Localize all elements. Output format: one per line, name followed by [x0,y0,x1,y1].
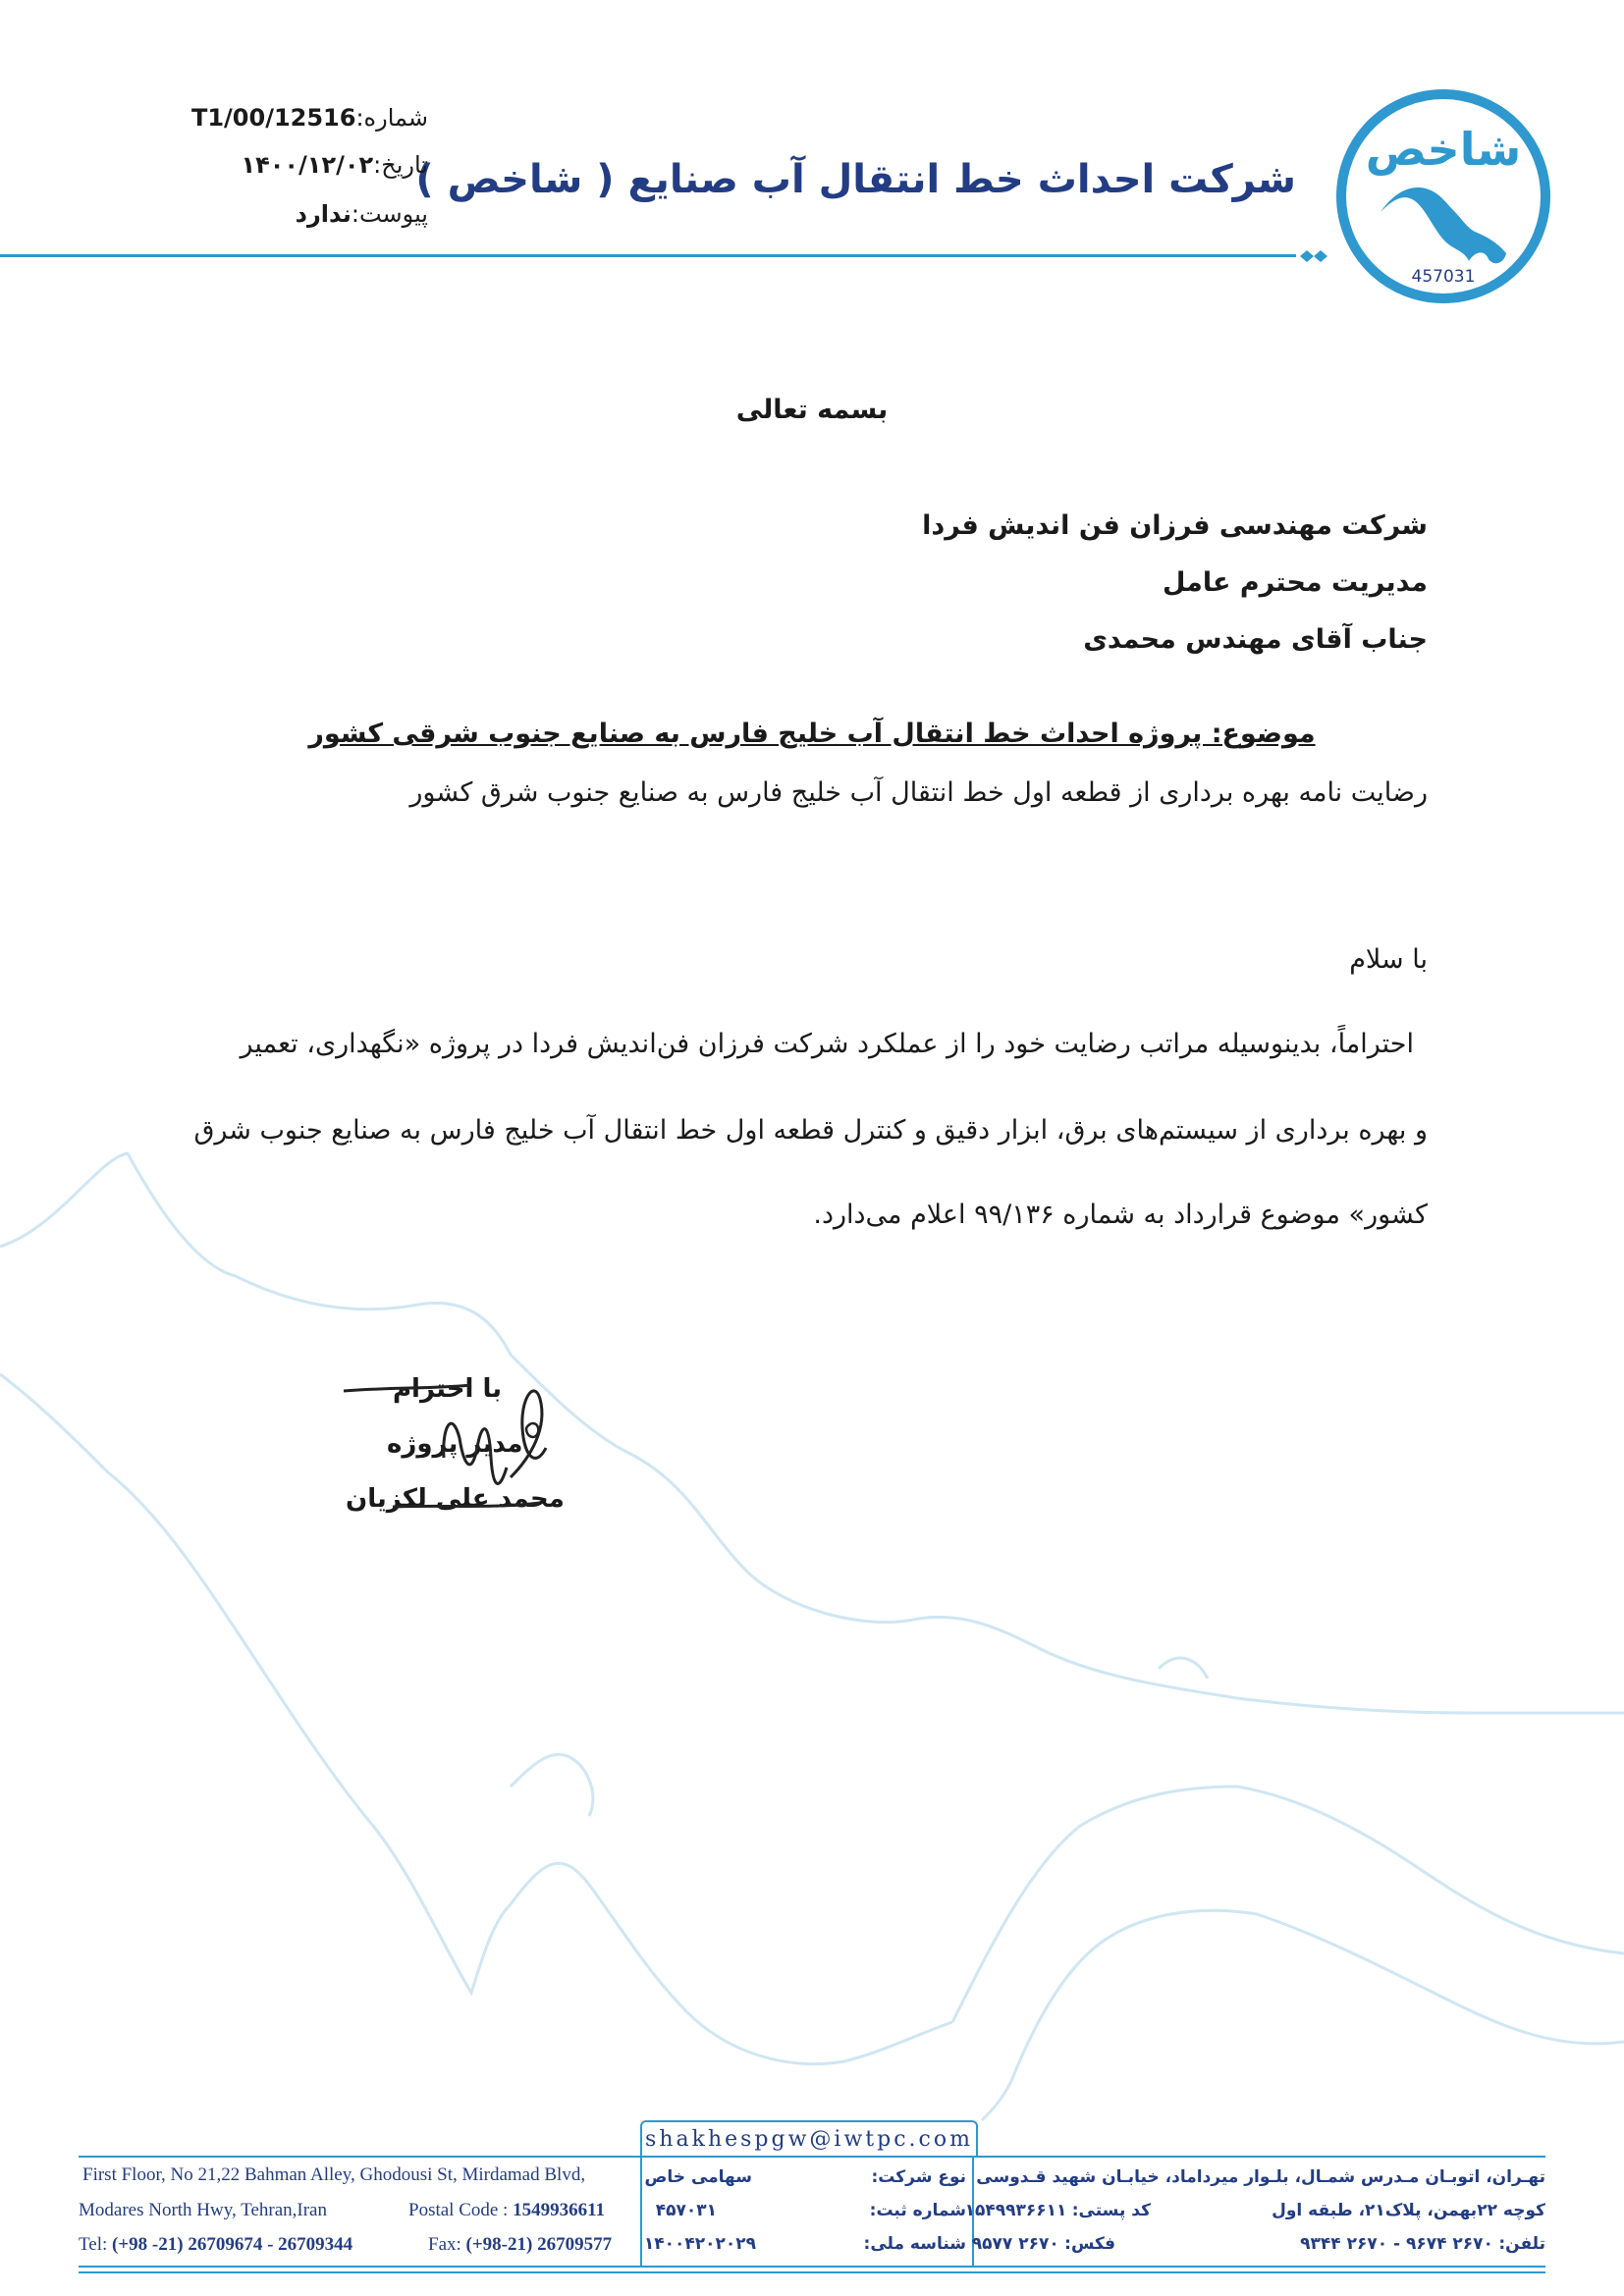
footer-fa-tel-value: ۲۶۷۰ ۹۶۷۴ - ۲۶۷۰ ۹۳۴۴ [1300,2234,1493,2254]
footer-fa-address-2 [1272,2201,1545,2220]
footer-company-type-value-text: سهامی خاص [644,2167,752,2187]
footer-registration-label: شماره ثبت: [869,2201,966,2220]
header-divider [0,254,1296,257]
footer-en-postal-value: 1549936611 [513,2200,606,2220]
footer-fa-address-1-text: تهـران، اتوبـان مـدرس شمـال، بلـوار میرداماد، خیابـان شهید قـدوسی [976,2167,1545,2187]
footer-national-id-value [644,2234,756,2254]
footer-en-fax-value: (+98-21) 26709577 [465,2234,613,2255]
footer-registration-value [656,2201,717,2220]
footer-en-tel-value: (+98 -21) 26709674 - 26709344 [112,2234,353,2255]
footer-en-postal-label: Postal Code : [408,2200,509,2220]
footer-en-postal [408,2200,605,2221]
greeting: با سلام [1349,944,1428,975]
footer-company-type-value [645,2167,752,2187]
footer-en-fax-label: Fax: [428,2234,461,2255]
footer-divider-bottom [79,2271,1545,2273]
letter-attachment [296,200,428,228]
footer-fa-postal-value: ۱۵۴۹۹۳۶۶۱۱ [964,2201,1067,2220]
footer-en-tel [79,2234,352,2256]
footer-fa-tel-label: تلفن: [1498,2234,1545,2254]
recipient-person: جناب آقای مهندس محمدی [1083,624,1428,655]
body-line-1: احتراماً، بدینوسیله مراتب رضایت خود را از عملکرد شرکت فرزان فن‌اندیش فردا در پروژه «نگهداری، تعمیر [240,1029,1414,1059]
date-label: تاریخ: [373,151,428,179]
attachment-value: ندارد [295,200,352,228]
footer-en-fax [428,2234,612,2256]
letter-date [241,151,428,179]
footer-fa-fax [972,2234,1115,2254]
footer-registration [870,2201,966,2220]
letter-subject: موضوع: پروژه احداث خط انتقال آب خلیج فارس به صنایع جنوب شرقی کشور [308,719,1316,749]
recipient-title: مدیریت محترم عامل [1163,567,1428,598]
footer-fa-postal-label: کد پستی: [1071,2201,1151,2220]
date-value: ۱۴۰۰/۱۲/۰۲ [241,151,374,179]
number-label: شماره: [355,104,428,132]
footer-national-id-label: شناسه ملی: [863,2234,966,2254]
footer-fa-tel [1300,2234,1545,2254]
logo-number: 457031 [1411,267,1476,287]
footer-en-address-1: First Floor, No 21,22 Bahman Alley, Ghodousi St, Mirdamad Blvd, [82,2164,586,2185]
company-name: شرکت احداث خط انتقال آب صنایع ( شاخص ) [415,157,1296,202]
signature-closing: با احترام [393,1374,502,1404]
footer-divider-bottom [79,2266,1545,2268]
footer-column-separator [640,2156,642,2268]
handwritten-signature [334,1369,569,1517]
signature-role: مدیر پروژه [387,1429,523,1459]
header-divider-ornament [1298,248,1333,264]
footer-fa-address-1 [976,2167,1545,2187]
signature-name: محمد علی لکزیان [346,1484,565,1514]
footer-company-type [871,2167,966,2187]
footer-fa-fax-label: فکس: [1064,2234,1115,2254]
footer-fa-postal [965,2201,1151,2220]
footer-en-tel-label: Tel: [79,2234,108,2255]
footer-national-id [864,2234,966,2254]
company-logo [1331,84,1555,308]
attachment-label: پیوست: [351,200,428,228]
number-value: T1/00/12516 [190,104,356,132]
footer-national-id-value-text: ۱۴۰۰۴۲۰۲۰۲۹ [643,2234,756,2254]
body-line-2: و بهره برداری از سیستم‌های برق، ابزار دقیق و کنترل قطعه اول خط انتقال آب خلیج فارس به صنایع جنوب شرق [193,1115,1428,1146]
footer-fa-address-2-text: کوچه ۲۲بهمن، پلاک۲۱، طبقه اول [1272,2201,1545,2220]
bismillah-heading: بسمه تعالی [735,395,889,425]
footer-en-address-2: Modares North Hwy, Tehran,Iran [79,2200,327,2220]
footer-registration-value-text: ۴۵۷۰۳۱ [655,2201,717,2220]
letter-subtitle: رضایت نامه بهره برداری از قطعه اول خط انتقال آب خلیج فارس به صنایع جنوب شرق کشور [409,777,1428,808]
logo-text: شاخص [1365,123,1522,176]
body-line-3: کشور» موضوع قرارداد به شماره ۹۹/۱۳۶ اعلام می‌دارد. [813,1200,1428,1230]
letter-number [191,104,428,132]
footer-company-type-label: نوع شرکت: [871,2167,966,2187]
footer-divider-top [79,2156,1545,2158]
footer-fa-fax-value: ۲۶۷۰ ۹۵۷۷ [971,2234,1059,2254]
recipient-company: شرکت مهندسی فرزان فن اندیش فردا [922,510,1428,541]
footer-email: shakhespgw@iwtpc.com [640,2120,978,2158]
